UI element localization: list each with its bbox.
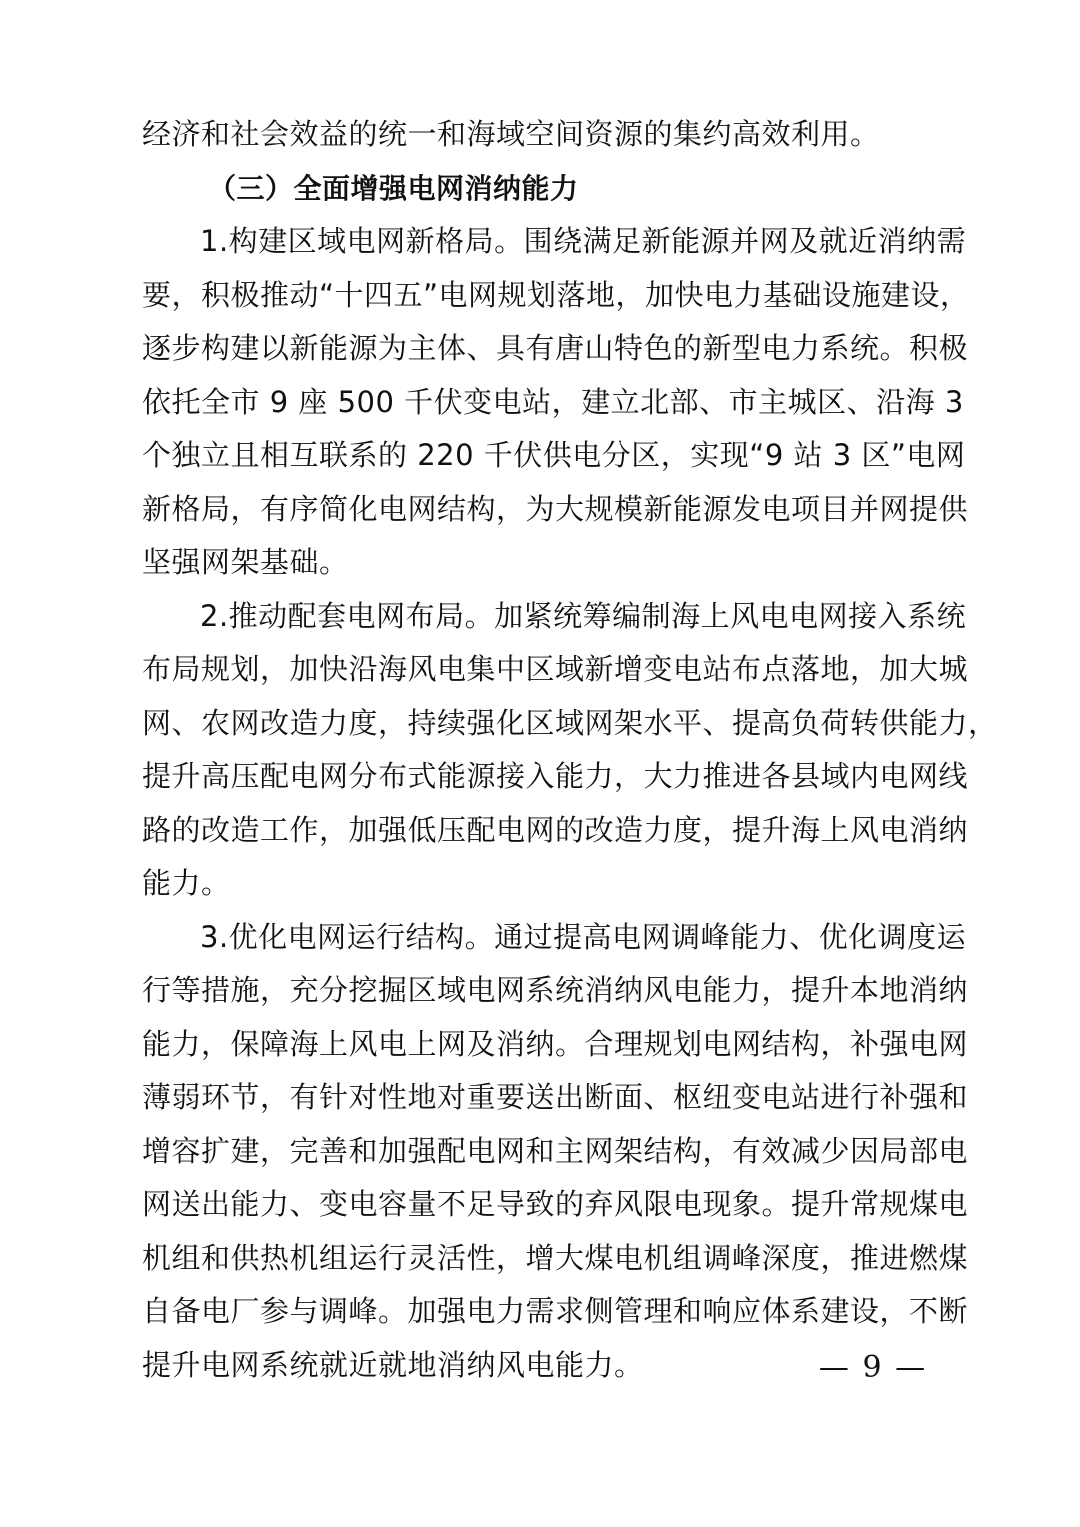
- paragraph-line: 路的改造工作，加强低压配电网的改造力度，提升海上风电消纳: [142, 812, 969, 847]
- paragraph-line: 行等措施，充分挖掘区域电网系统消纳风电能力，提升本地消纳: [142, 973, 969, 1007]
- paragraph-1: [142, 215, 970, 590]
- paragraph-3: [142, 911, 969, 1393]
- page-number: — 9 —: [818, 1350, 928, 1385]
- paragraph-line: 网、农网改造力度，持续强化区域网架水平、提高负荷转供能力，: [142, 705, 998, 740]
- paragraph-line: 提升高压配电网分布式能源接入能力，大力推进各县域内电网线: [142, 759, 969, 793]
- paragraph-line: 薄弱环节，有针对性地对重要送出断面、枢纽变电站进行补强和: [142, 1080, 969, 1114]
- paragraph-line: 3.优化电网运行结构。通过提高电网调峰能力、优化调度运: [200, 919, 967, 954]
- section-heading: （三）全面增强电网消纳能力: [208, 171, 579, 205]
- paragraph-line: 逐步构建以新能源为主体、具有唐山特色的新型电力系统。积极: [142, 331, 969, 365]
- paragraph-line: 提升电网系统就近就地消纳风电能力。: [142, 1347, 644, 1382]
- paragraph-line: 坚强网架基础。: [142, 545, 349, 579]
- paragraph-line: 新格局，有序简化电网结构，为大规模新能源发电项目并网提供: [142, 491, 969, 526]
- paragraph-line: 个独立且相互联系的 220 千伏供电分区，实现“9 站 3 区”电网: [142, 438, 966, 472]
- intro-line: 经济和社会效益的统一和海域空间资源的集约高效利用。: [142, 117, 880, 151]
- paragraph-line: 机组和供热机组运行灵活性，增大煤电机组调峰深度，推进燃煤: [142, 1240, 969, 1275]
- paragraph-line: 能力。: [142, 866, 231, 900]
- paragraph-line: 网送出能力、变电容量不足导致的弃风限电现象。提升常规煤电: [142, 1187, 969, 1221]
- paragraph-2: [142, 590, 998, 911]
- paragraph-line: 1.构建区域电网新格局。围绕满足新能源并网及就近消纳需: [200, 224, 967, 258]
- paragraph-line: 2.推动配套电网布局。加紧统筹编制海上风电电网接入系统: [200, 598, 967, 633]
- paragraph-line: 能力，保障海上风电上网及消纳。合理规划电网结构，补强电网: [142, 1026, 969, 1061]
- paragraph-line: 布局规划，加快沿海风电集中区域新增变电站布点落地，加大城: [142, 652, 969, 686]
- paragraph-line: 依托全市 9 座 500 千伏变电站，建立北部、市主城区、沿海 3: [142, 384, 964, 419]
- paragraph-line: 要，积极推动“十四五”电网规划落地，加快电力基础设施建设，: [142, 277, 970, 312]
- body-text: [142, 108, 998, 1392]
- paragraph-line: 自备电厂参与调峰。加强电力需求侧管理和响应体系建设，不断: [142, 1294, 969, 1328]
- paragraph-line: 增容扩建，完善和加强配电网和主网架结构，有效减少因局部电: [142, 1133, 969, 1168]
